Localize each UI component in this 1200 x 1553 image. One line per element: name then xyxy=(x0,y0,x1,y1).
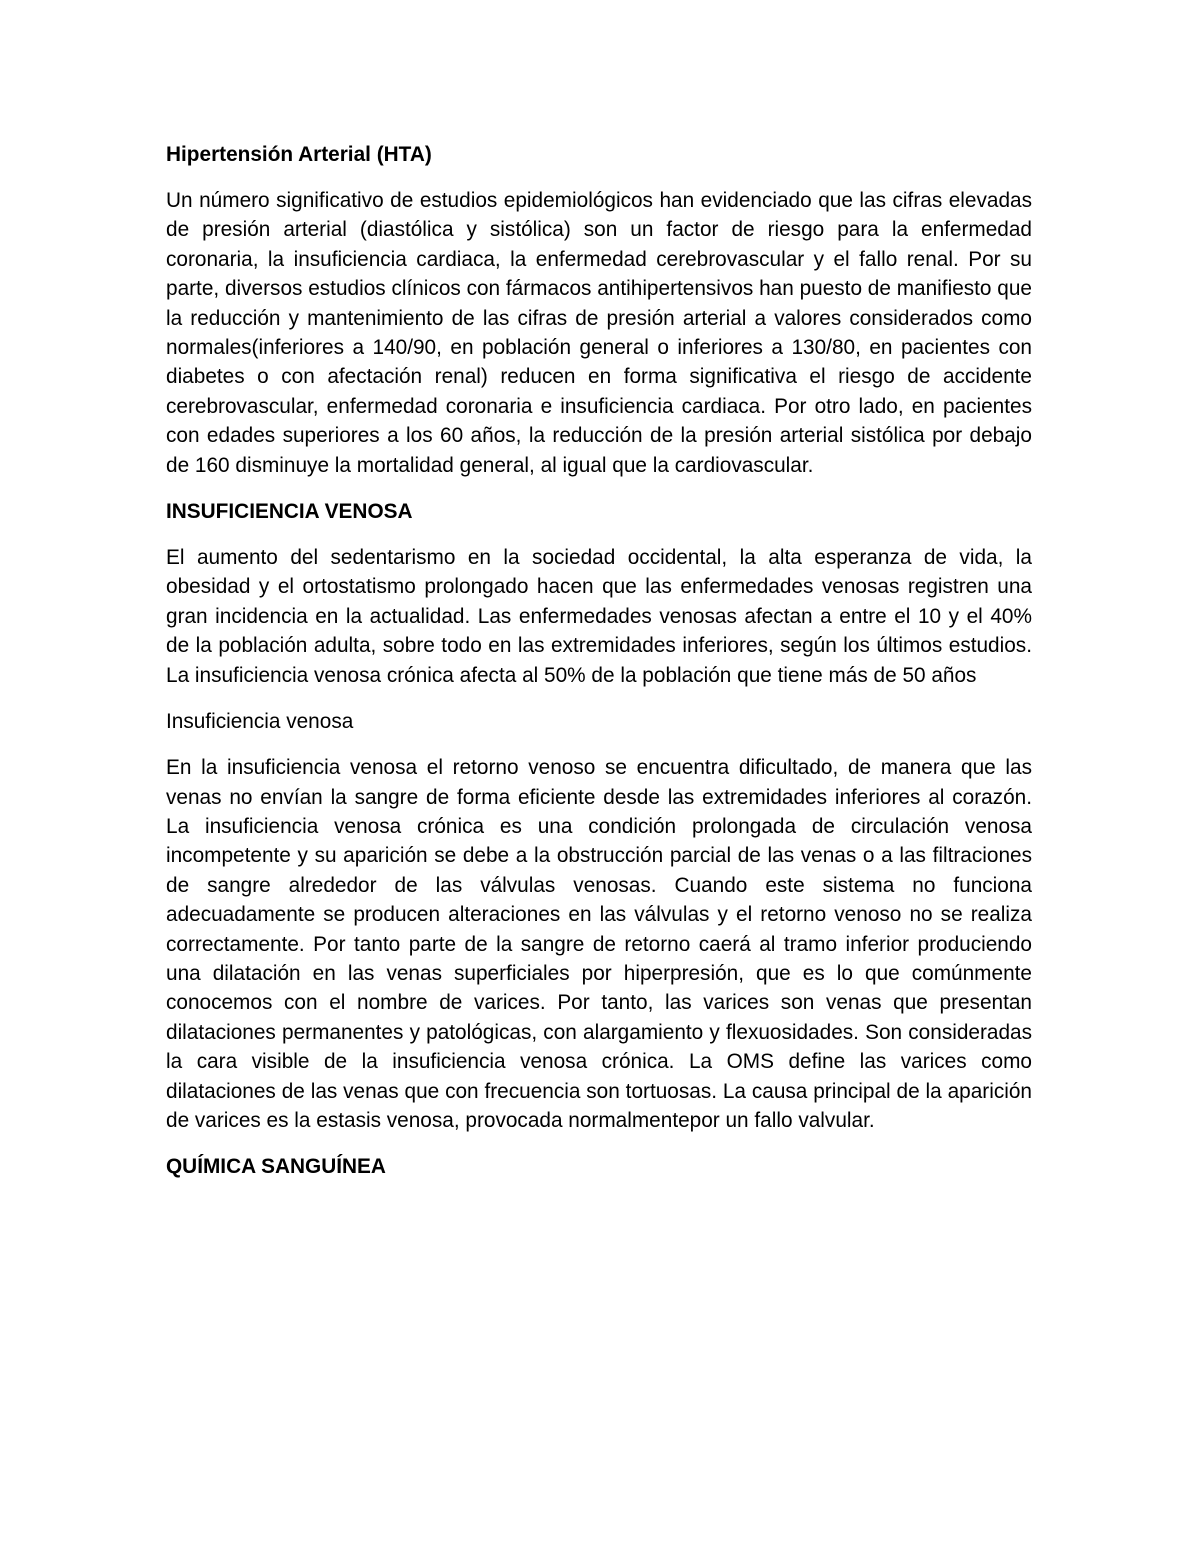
paragraph-insuficiencia-venosa-intro: El aumento del sedentarismo en la sociedad occidental, la alta esperanza de vida, la obesidad y el ortostatismo prolongado hacen que las enfermedades venosas registren una gran incidencia en la actualidad. Las enfermedades venosas afectan a entre el 10 y el 40% de la población adulta, sobre todo en las extremidades inferiores, según los últimos estudios. La insuficiencia venosa crónica afecta al 50% de la población que tiene más de 50 años xyxy=(166,546,1032,687)
paragraph-insuficiencia-venosa-detail: En la insuficiencia venosa el retorno venoso se encuentra dificultado, de manera que las venas no envían la sangre de forma eficiente desde las extremidades inferiores al corazón. La insuficiencia venosa crónica es una condición prolongada de circulación venosa incompetente y su aparición se debe a la obstrucción parcial de las venas o a las filtraciones de sangre alrededor de las válvulas venosas. Cuando este sistema no funciona adecuadamente se producen alteraciones en las válvulas y el retorno venoso no se realiza correctamente. Por tanto parte de la sangre de retorno caerá al tramo inferior produciendo una dilatación en las venas superficiales por hiperpresión, que es lo que comúnmente conocemos con el nombre de varices. Por tanto, las varices son venas que presentan dilataciones permanentes y patológicas, con alargamiento y flexuosidades. Son consideradas la cara visible de la insuficiencia venosa crónica. La OMS define las varices como dilataciones de las venas que con frecuencia son tortuosas. La causa principal de la aparición de varices es la estasis venosa, provocada normalmentepor un fallo valvular. xyxy=(166,756,1032,1132)
section-title-quimica-sanguinea: QUÍMICA SANGUÍNEA xyxy=(166,1155,386,1179)
section-title-hta: Hipertensión Arterial (HTA) xyxy=(166,143,432,166)
paragraph-hta: Un número significativo de estudios epidemiológicos han evidenciado que las cifras elevadas de presión arterial (diastólica y sistólica) son un factor de riesgo para la enfermedad coronaria, la insuficiencia cardiaca, la enfermedad cerebrovascular y el fallo renal. Por su parte, diversos estudios clínicos con fármacos antihipertensivos han puesto de manifiesto que la reducción y mantenimiento de las cifras de presión arterial a valores considerados como normales(inferiores a 140/90, en población general o inferiores a 130/80, en pacientes con diabetes o con afectación renal) reducen en forma significativa el riesgo de accidente cerebrovascular, enfermedad coronaria e insuficiencia cardiaca. Por otro lado, en pacientes con edades superiores a los 60 años, la reducción de la presión arterial sistólica por debajo de 160 disminuye la mortalidad general, al igual que la cardiovascular. xyxy=(166,189,1032,477)
document-page xyxy=(166,140,1032,1198)
subtitle-insuficiencia-venosa: Insuficiencia venosa xyxy=(166,710,354,734)
section-title-insuficiencia-venosa: INSUFICIENCIA VENOSA xyxy=(166,500,413,524)
